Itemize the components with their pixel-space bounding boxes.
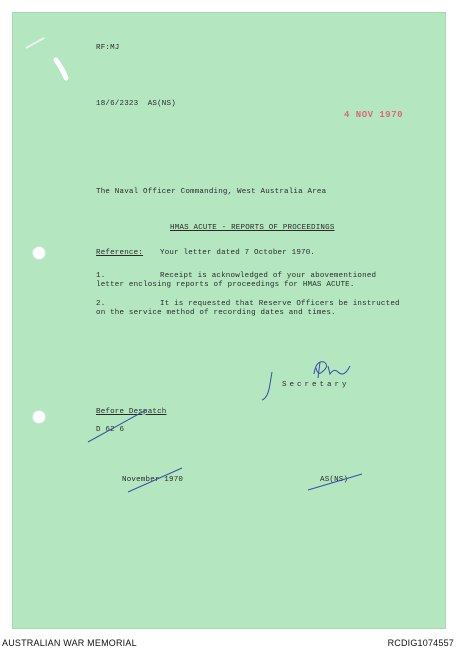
paragraph-2-line-1: It is requested that Reserve Officers be instructed [160, 300, 400, 308]
subject-heading: HMAS ACUTE - REPORTS OF PROCEEDINGS [170, 224, 335, 232]
date-line: November 1970 [122, 476, 184, 484]
strike-mark-1 [86, 404, 176, 444]
reference-label: Reference: [96, 249, 144, 257]
archive-id: RCDIG1074557 [387, 638, 454, 648]
archive-name: AUSTRALIAN WAR MEMORIAL [2, 638, 137, 648]
paragraph-1-number: 1. [96, 272, 106, 280]
reference-code: RF:MJ [96, 44, 120, 52]
paragraph-1-line-2: letter enclosing reports of proceedings for HMAS ACUTE. [96, 281, 355, 289]
paragraph-1-line-1: Receipt is acknowledged of your abovementioned [160, 272, 377, 280]
file-number: 18/6/2323 AS(NS) [96, 100, 176, 108]
handwritten-signature [258, 354, 358, 404]
strike-mark-2 [126, 464, 186, 494]
punch-hole-top [32, 246, 46, 260]
before-despatch-label: Before Despatch [96, 408, 167, 416]
document-page [12, 12, 446, 629]
signature-title: Secretary [282, 381, 350, 389]
paragraph-2-number: 2. [96, 300, 106, 308]
reference-text: Your letter dated 7 October 1970. [160, 249, 316, 257]
date-stamp: 4 NOV 1970 [344, 110, 404, 120]
date-line-code: AS(NS) [320, 476, 349, 484]
staple-mark [22, 30, 82, 90]
paragraph-2-line-2: on the service method of recording dates and times. [96, 309, 336, 317]
addressee: The Naval Officer Commanding, West Australia Area [96, 188, 327, 196]
file-code: D 62 6 [96, 426, 125, 434]
strike-mark-3 [306, 470, 366, 494]
punch-hole-bottom [32, 410, 46, 424]
